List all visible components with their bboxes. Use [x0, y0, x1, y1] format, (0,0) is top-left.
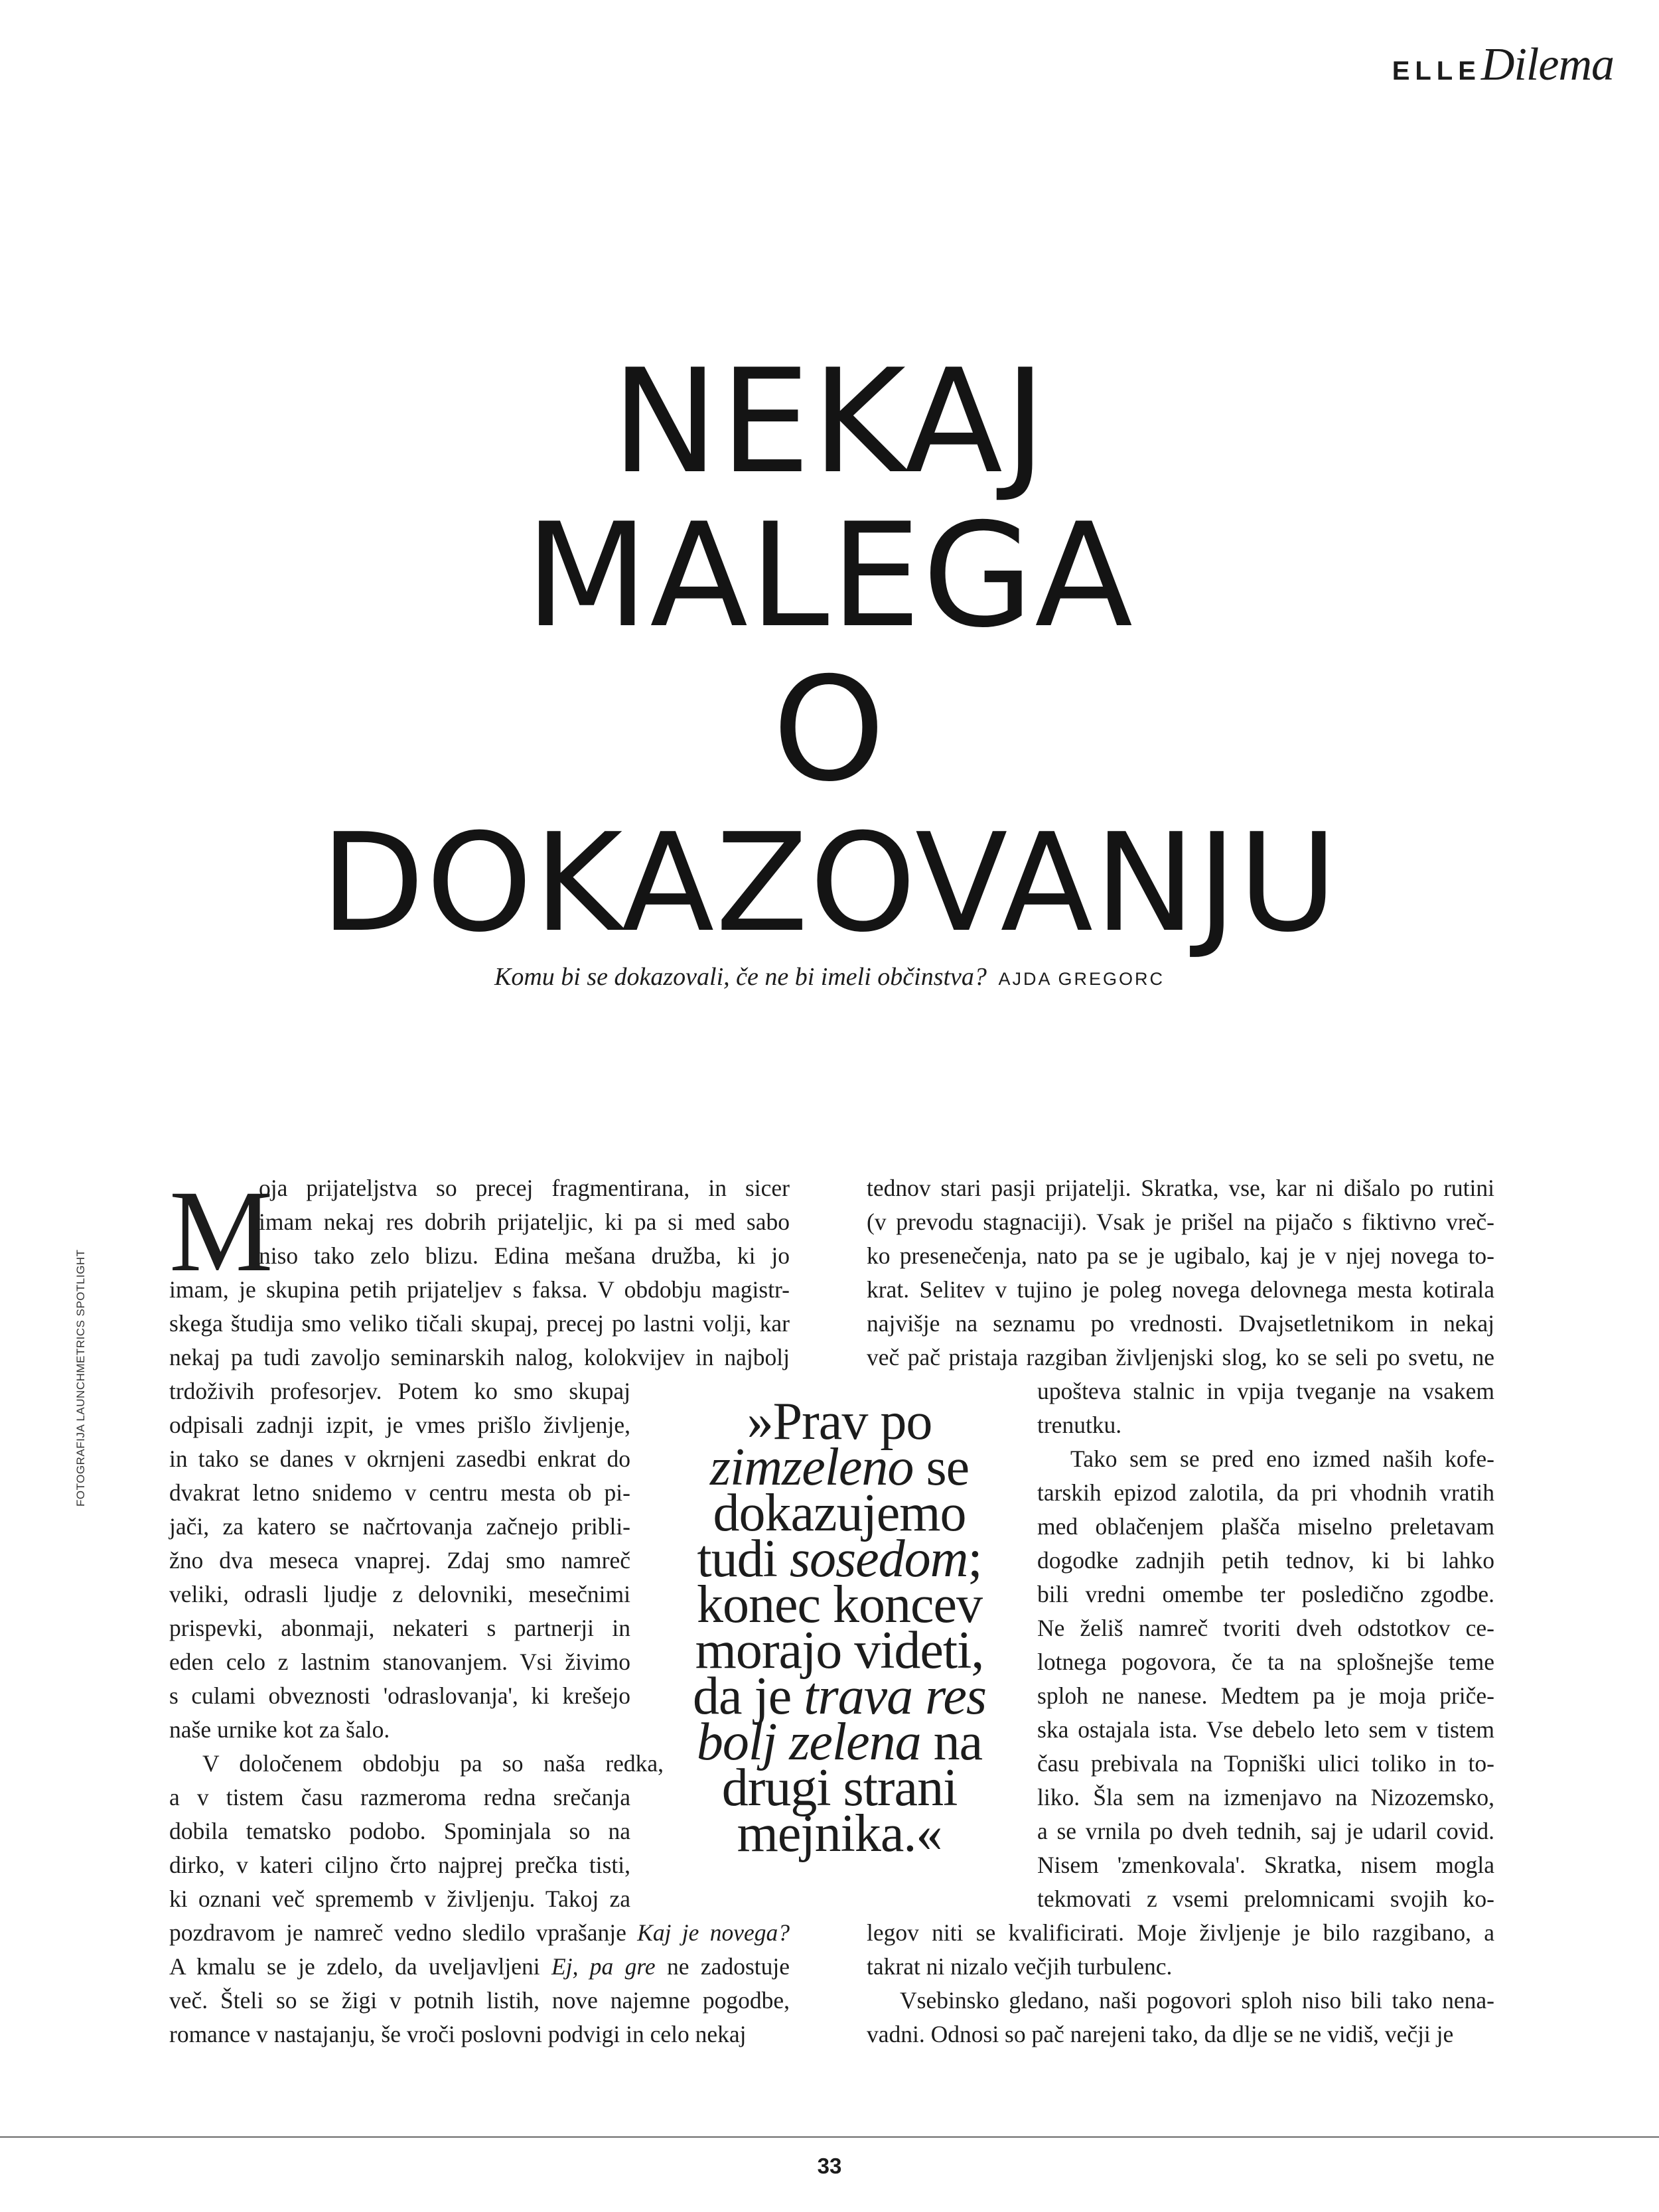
article-line: vadni. Odnosi so pač narejeni tako, da dlje se ne vidiš, večji je	[867, 2021, 1454, 2047]
pull-quote-line: zimzeleno se	[709, 1438, 970, 1497]
article-line: najvišje na seznamu po vrednosti. Dvajsetletnikom in nekaj	[867, 1310, 1494, 1337]
article-line: Vsebinsko gledano, naši pogovori sploh niso bili tako nena-	[900, 1987, 1494, 2014]
article-line: Ne želiš namreč tvoriti dveh odstotkov ce-	[1037, 1615, 1494, 1641]
article-line: takrat ni nizalo večjih turbulenc.	[867, 1953, 1173, 1980]
article-line: odpisali zadnji izpit, je vmes prišlo življenje,	[169, 1412, 630, 1438]
pull-quote-emphasis: zimzeleno	[709, 1438, 914, 1497]
headline-line: MALEGA	[524, 492, 1135, 659]
article-line: Tako sem se pred eno izmed naših kofe-	[1070, 1445, 1494, 1472]
pull-quote-emphasis: trava res	[804, 1667, 986, 1726]
pull-quote-line: bolj zelena na	[696, 1713, 983, 1771]
article-line: dvakrat letno snidemo v centru mesta ob pi-	[169, 1479, 630, 1506]
article-line: ska ostajala ista. Vse debelo leto sem v tistem	[1037, 1716, 1494, 1743]
article-line: legov niti se kvalificirati. Moje življenje je bilo razgibano, a	[867, 1919, 1494, 1946]
article-line: bili vredni omembe ter posledično zgodbe.	[1037, 1581, 1494, 1607]
article-line: oja prijateljstva so precej fragmentirana, in sicer	[259, 1175, 790, 1201]
article-line: trdoživih profesorjev. Potem ko smo skupaj	[169, 1378, 630, 1404]
headline-line: NEKAJ	[611, 338, 1048, 505]
article-line: tarskih epizod zalotila, da pri vhodnih vratih	[1037, 1479, 1494, 1506]
article-line: nekaj pa tudi zavoljo seminarskih nalog, kolokvijev in najbolj	[169, 1344, 790, 1370]
section-name: Dilema	[1480, 39, 1614, 90]
article-line: upošteva stalnic in vpija tveganje na vsakem	[1037, 1378, 1494, 1404]
article-line: (v prevodu stagnaciji). Vsak je prišel na pijačo s fiktivno vreč-	[867, 1209, 1494, 1235]
article-line: dobila tematsko podobo. Spominjala so na	[169, 1818, 630, 1844]
photo-credit: FOTOGRAFIJA LAUNCHMETRICS SPOTLIGHT	[74, 1249, 87, 1507]
article-line: ko presenečenja, nato pa se je ugibalo, kaj je v njej novega to-	[867, 1242, 1494, 1269]
headline	[0, 338, 1659, 962]
article-line: času prebivala na Topniški ulici toliko in to-	[1037, 1750, 1494, 1777]
magazine-brand: ELLE	[1392, 56, 1481, 86]
article-line: sploh ne nanese. Medtem pa je moja priče-	[1037, 1682, 1494, 1709]
article-line: imam nekaj res dobrih prijateljic, ki pa si med sabo	[259, 1209, 790, 1235]
right-column-lines	[867, 1171, 1494, 2051]
article-line: skega študija smo veliko tičali skupaj, precej po lastni volji, kar	[169, 1310, 790, 1337]
article-line: a se vrnila po dveh tednih, saj je udaril covid.	[1037, 1818, 1494, 1844]
article-line: in tako se danes v okrnjeni zasedbi enkrat do	[169, 1445, 630, 1472]
pull-quote-emphasis: bolj zelena	[696, 1713, 921, 1771]
pull-quote-line: konec koncev	[696, 1576, 983, 1634]
pull-quote-line: morajo videti,	[695, 1621, 984, 1680]
page-number: 33	[817, 2154, 842, 2178]
article-line: naše urnike kot za šalo.	[169, 1716, 390, 1743]
headline-line: DOKAZOVANJU	[320, 805, 1339, 962]
drop-cap: M	[169, 1167, 273, 1296]
article-line: pozdravom je namreč vedno sledilo vprašanje Kaj je novega?	[169, 1919, 790, 1946]
article-line: več pač pristaja razgiban življenjski slog, ko se seli po svetu, ne	[867, 1344, 1494, 1370]
magazine-header	[1392, 38, 1614, 92]
article-line: lotnega pogovora, če ta na splošnejše teme	[1037, 1649, 1494, 1675]
emphasis: Ej, pa gre	[551, 1953, 656, 1980]
article-line: tednov stari pasji prijatelji. Skratka, vse, kar ni dišalo po rutini	[867, 1175, 1494, 1201]
article-line: prispevki, abonmaji, nekateri s partnerji in	[169, 1615, 630, 1641]
deck	[0, 962, 1659, 992]
article-line: ki oznani več sprememb v življenju. Takoj za	[169, 1885, 630, 1912]
pull-quote-line: mejnika.«	[737, 1805, 942, 1863]
article-line: V določenem obdobju pa so naša redka,	[202, 1750, 664, 1777]
pull-quote-line: tudi sosedom;	[697, 1530, 982, 1588]
article-line: trenutku.	[1037, 1412, 1122, 1438]
article-line: romance v nastajanju, še vroči poslovni podvigi in celo nekaj	[169, 2021, 747, 2047]
emphasis: Kaj je novega?	[637, 1919, 790, 1946]
headline-line: O	[772, 646, 887, 813]
article-line: eden celo z lastnim stanovanjem. Vsi živimo	[169, 1649, 630, 1675]
article-line: krat. Selitev v tujino je poleg novega delovnega mesta kotirala	[867, 1276, 1494, 1303]
article-line: veliki, odrasli ljudje z delovniki, mesečnimi	[169, 1581, 630, 1607]
pull-quote-line: »Prav po	[747, 1392, 932, 1451]
pull-quote-line: da je trava res	[693, 1667, 986, 1726]
article-line: tekmovati z vsemi prelomnicami svojih ko-	[1037, 1885, 1494, 1912]
article-line: imam, je skupina petih prijateljev s faksa. V obdobju magistr-	[169, 1276, 790, 1303]
footer-rule	[0, 2136, 1659, 2138]
article-column-right	[867, 1171, 1494, 2051]
article-line: s culami obveznosti 'odraslovanja', ki krešejo	[169, 1682, 630, 1709]
article-line: jači, za katero se načrtovanja začnejo pribli-	[169, 1513, 630, 1540]
article-line: med oblačenjem plašča miselno preletavam	[1037, 1513, 1494, 1540]
pull-quote-emphasis: sosedom	[789, 1530, 968, 1588]
article-line: več. Šteli so se žigi v potnih listih, nove najemne pogodbe,	[169, 1987, 790, 2014]
article-line: niso tako zelo blizu. Edina mešana družba, ki jo	[259, 1242, 790, 1269]
article-line: žno dva meseca vnaprej. Zdaj smo namreč	[169, 1547, 630, 1574]
article-line: liko. Šla sem na izmenjavo na Nizozemsko,	[1037, 1784, 1494, 1810]
deck-question: Komu bi se dokazovali, če ne bi imeli občinstva?	[494, 963, 987, 991]
pull-quote-line: drugi strani	[721, 1759, 958, 1817]
byline-author: AJDA GREGORC	[998, 969, 1165, 989]
pull-quote-line: dokazujemo	[713, 1484, 966, 1542]
article-line: dogodke zadnjih petih tednov, ki bi lahko	[1037, 1547, 1494, 1574]
article-line: A kmalu se je zdelo, da uveljavljeni Ej, pa gre ne zadostuje	[169, 1953, 790, 1980]
article-line: Nisem 'zmenkovala'. Skratka, nisem mogla	[1037, 1852, 1494, 1878]
article-line: a v tistem času razmeroma redna srečanja	[169, 1784, 630, 1810]
article-line: dirko, v kateri ciljno črto najprej prečka tisti,	[169, 1852, 630, 1878]
